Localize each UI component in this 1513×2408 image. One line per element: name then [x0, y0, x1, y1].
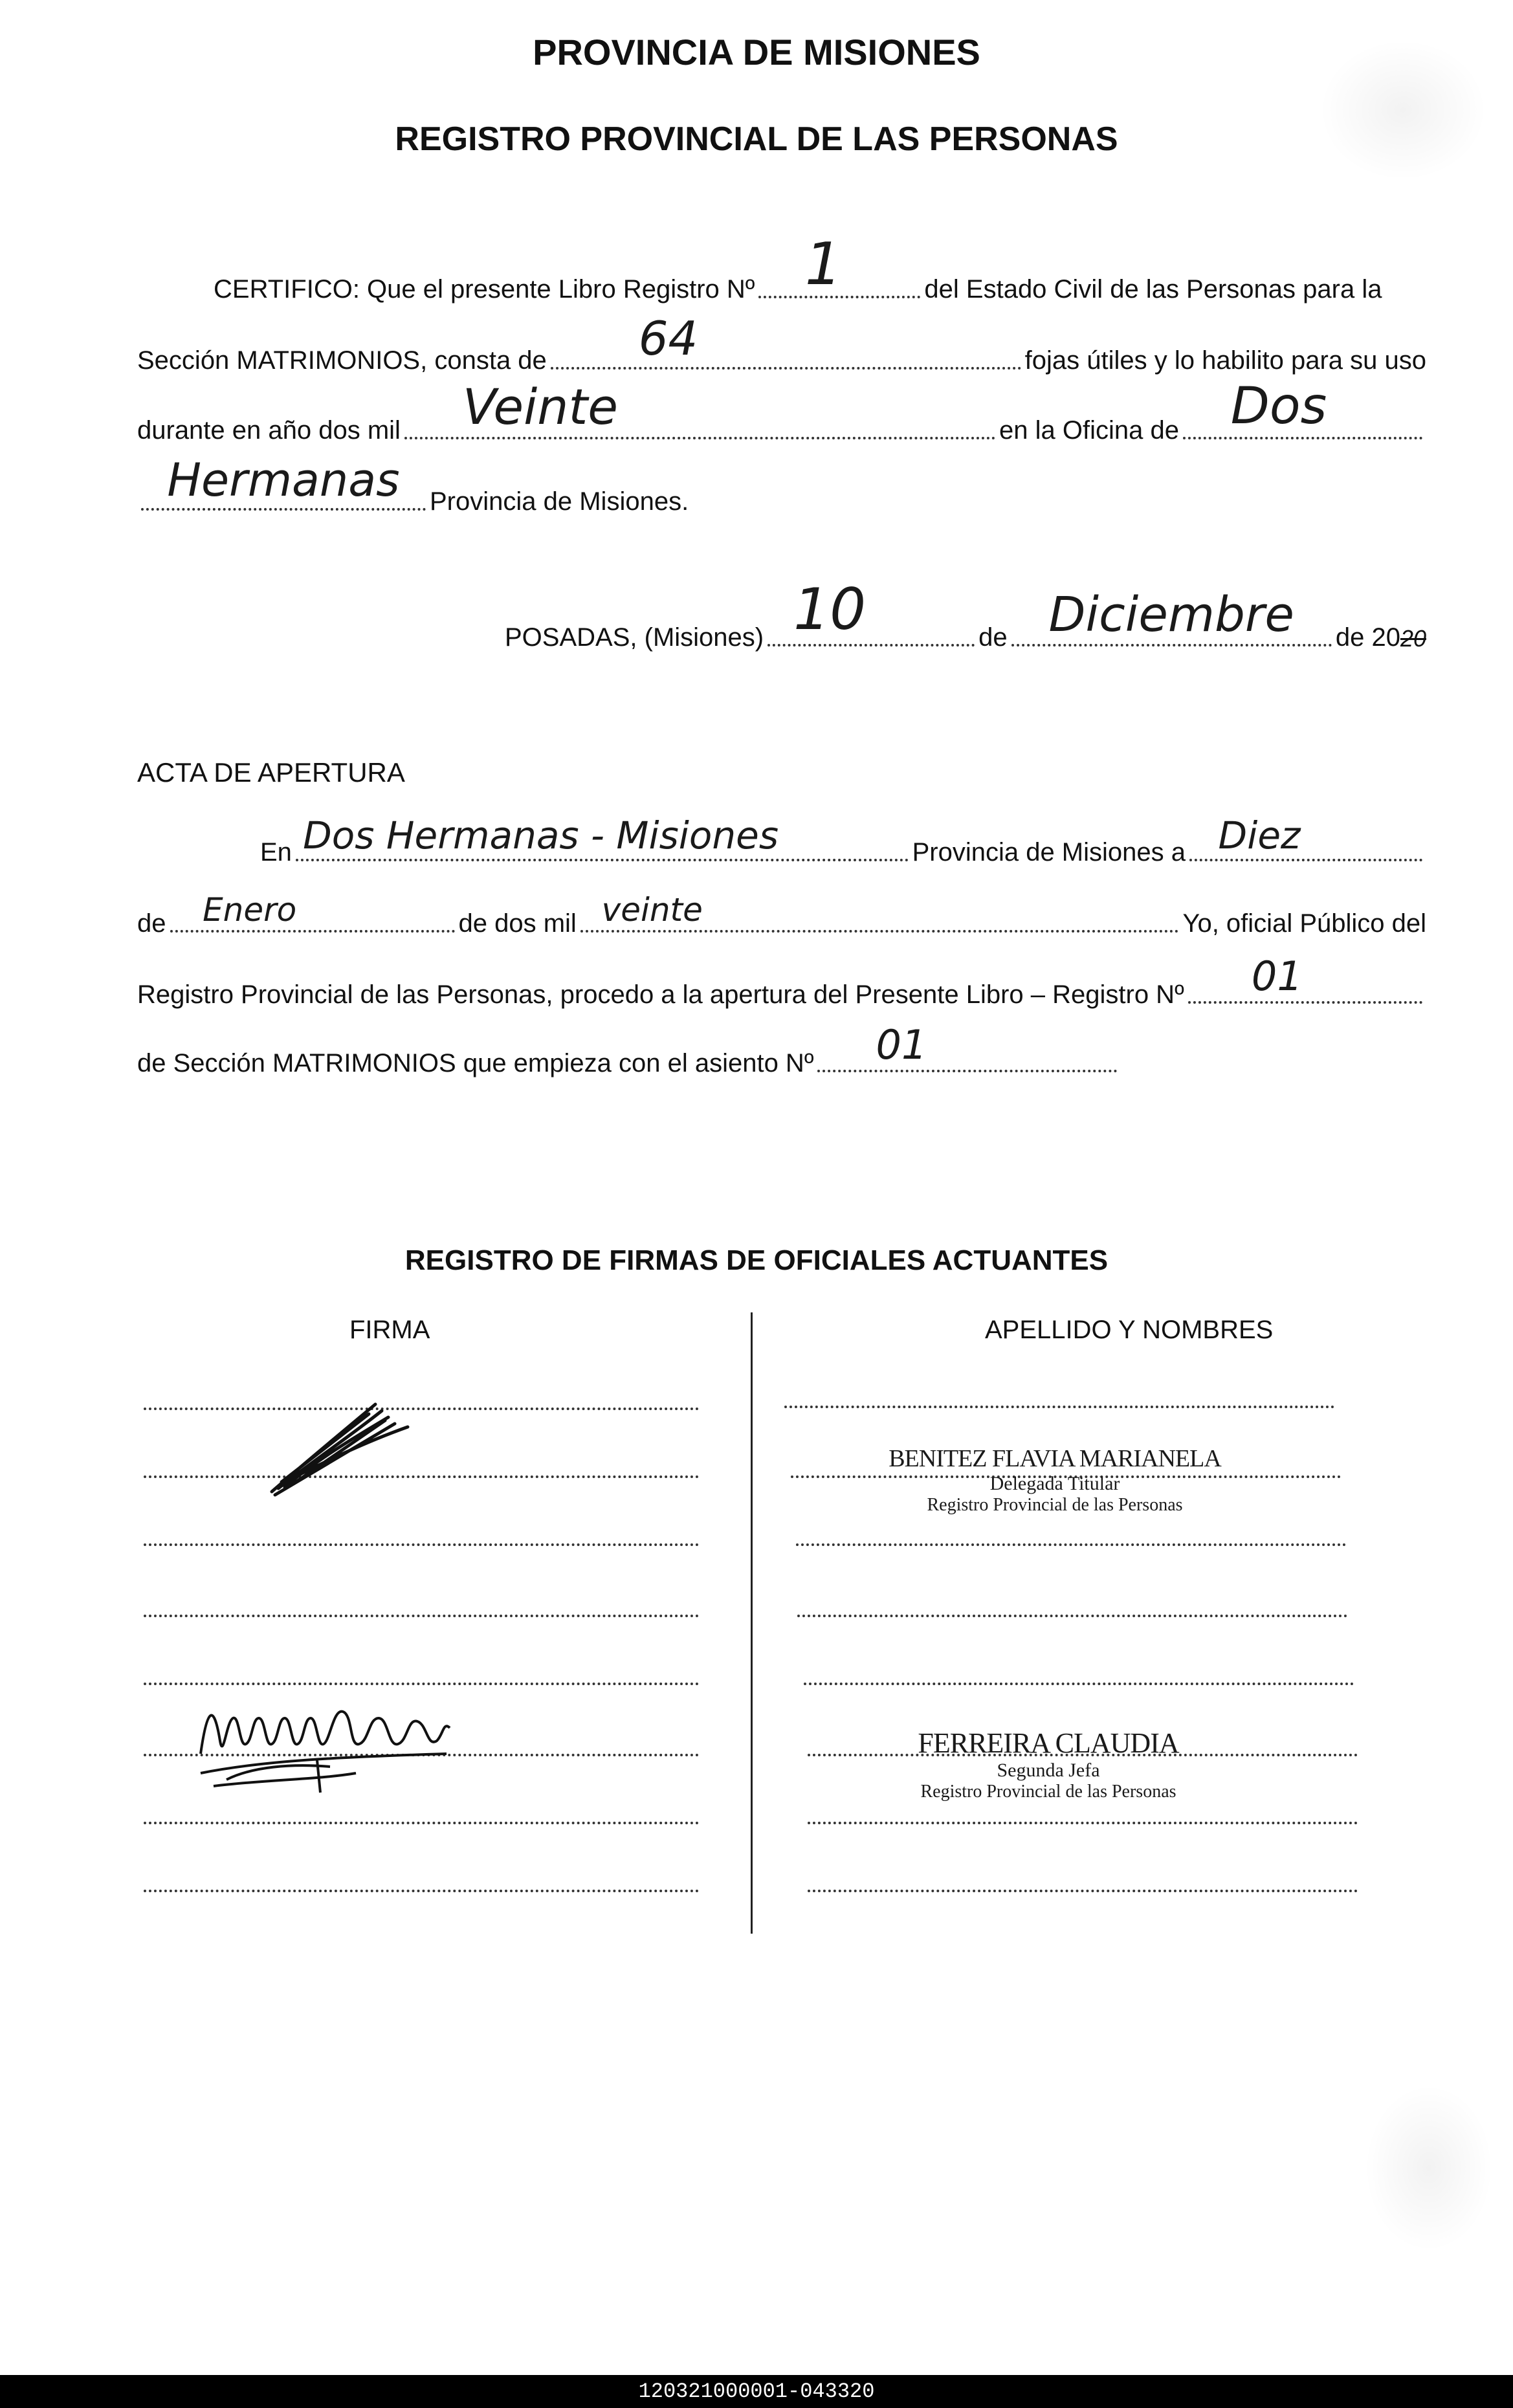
- date-text: de: [978, 623, 1008, 652]
- handwritten-number: 01: [1251, 953, 1303, 1000]
- handwritten-day: 10: [793, 576, 867, 643]
- cert-text: fojas útiles y lo habilito para su uso: [1024, 346, 1426, 375]
- handwritten-number: 64: [638, 311, 698, 366]
- name-line: [804, 1683, 1354, 1685]
- fill-field: [170, 891, 455, 933]
- acta-text: de: [137, 909, 166, 938]
- official-stamp-2: [841, 1727, 1255, 1802]
- name-line: [784, 1406, 1334, 1408]
- acta-text: de Sección MATRIMONIOS que empieza con el asiento Nº: [137, 1049, 814, 1077]
- handwritten-year: 20: [1400, 625, 1426, 652]
- handwritten-number: 1: [804, 230, 843, 298]
- cert-text: durante en año dos mil: [137, 416, 401, 445]
- handwritten-signature-1: [259, 1398, 427, 1501]
- fill-field: [1188, 953, 1422, 1004]
- scan-smudge: [1364, 2084, 1494, 2252]
- acta-text: de dos mil: [458, 909, 577, 938]
- stamp-role: Delegada Titular: [989, 1473, 1120, 1494]
- fill-field: [1011, 587, 1332, 646]
- document-code-bar: 120321000001-043320: [0, 2375, 1513, 2408]
- fill-field: [551, 311, 1021, 370]
- stamp-name: FERREIRA CLAUDIA: [918, 1727, 1179, 1759]
- stamp-org: Registro Provincial de las Personas: [920, 1782, 1176, 1802]
- province-title: PROVINCIA DE MISIONES: [533, 32, 980, 72]
- signature-line: [144, 1543, 699, 1546]
- acta-line-2: [137, 891, 1426, 938]
- handwritten-word: Veinte: [462, 378, 619, 436]
- acta-text: Yo, oficial Público del: [1182, 909, 1426, 938]
- fill-field: [404, 378, 995, 439]
- cert-text: Sección MATRIMONIOS, consta de: [137, 346, 547, 375]
- acta-line-1: [137, 813, 1426, 867]
- handwritten-month: Enero: [203, 891, 297, 929]
- date-text: de 20: [1335, 623, 1400, 652]
- date-text: POSADAS, (Misiones): [505, 623, 764, 652]
- stamp-role: Segunda Jefa: [997, 1760, 1100, 1781]
- column-header-nombres: APELLIDO Y NOMBRES: [985, 1316, 1274, 1344]
- name-line: [808, 1890, 1358, 1892]
- acta-text: En: [260, 838, 292, 867]
- certificate-line-4: [137, 454, 1426, 516]
- acta-line-3: [137, 953, 1426, 1010]
- handwritten-word: Hermanas: [167, 454, 400, 507]
- handwritten-signature-2: [188, 1683, 472, 1799]
- acta-text: Provincia de Misiones a: [912, 838, 1186, 867]
- cert-text: en la Oficina de: [999, 416, 1179, 445]
- fill-field: [580, 891, 1179, 933]
- column-header-firma: FIRMA: [349, 1316, 430, 1344]
- handwritten-month: Diciembre: [1048, 587, 1294, 643]
- stamp-name: BENITEZ FLAVIA MARIANELA: [889, 1445, 1221, 1472]
- certificate-line-1: [137, 230, 1426, 304]
- fill-field: [1189, 813, 1422, 861]
- stamp-org: Registro Provincial de las Personas: [927, 1495, 1183, 1515]
- handwritten-day: Diez: [1218, 813, 1301, 857]
- fill-field: [768, 576, 975, 646]
- date-line: [505, 576, 1426, 652]
- fill-field: [1183, 377, 1422, 439]
- cert-text: CERTIFICO: Que el presente Libro Registro Nº: [214, 275, 755, 304]
- handwritten-year: veinte: [601, 891, 703, 929]
- certificate-line-2: [137, 311, 1426, 375]
- signature-line: [144, 1822, 699, 1824]
- registry-title: REGISTRO PROVINCIAL DE LAS PERSONAS: [395, 120, 1118, 158]
- fill-field: [296, 813, 909, 861]
- acta-title: ACTA DE APERTURA: [137, 757, 405, 788]
- signature-line: [144, 1615, 699, 1617]
- handwritten-number: 01: [876, 1021, 927, 1068]
- cert-text: Provincia de Misiones.: [430, 487, 689, 516]
- acta-text: Registro Provincial de las Personas, procedo a la apertura del Presente Libro – Registro Nº: [137, 980, 1184, 1009]
- column-divider: [751, 1312, 753, 1934]
- fill-field: [758, 230, 920, 298]
- name-line: [796, 1543, 1346, 1546]
- cert-text: del Estado Civil de las Personas para la: [924, 275, 1382, 304]
- handwritten-place: Dos Hermanas - Misiones: [303, 813, 779, 857]
- certificate-line-3: [137, 377, 1426, 445]
- handwritten-word: Dos: [1230, 377, 1327, 436]
- name-line: [797, 1615, 1347, 1617]
- acta-line-4: [137, 1021, 1121, 1078]
- name-line: [808, 1822, 1358, 1824]
- fill-field: [817, 1021, 1117, 1072]
- fill-field: [141, 454, 426, 511]
- signature-line: [144, 1890, 699, 1892]
- official-stamp-1: [848, 1444, 1262, 1516]
- signatures-title: REGISTRO DE FIRMAS DE OFICIALES ACTUANTES: [404, 1244, 1109, 1276]
